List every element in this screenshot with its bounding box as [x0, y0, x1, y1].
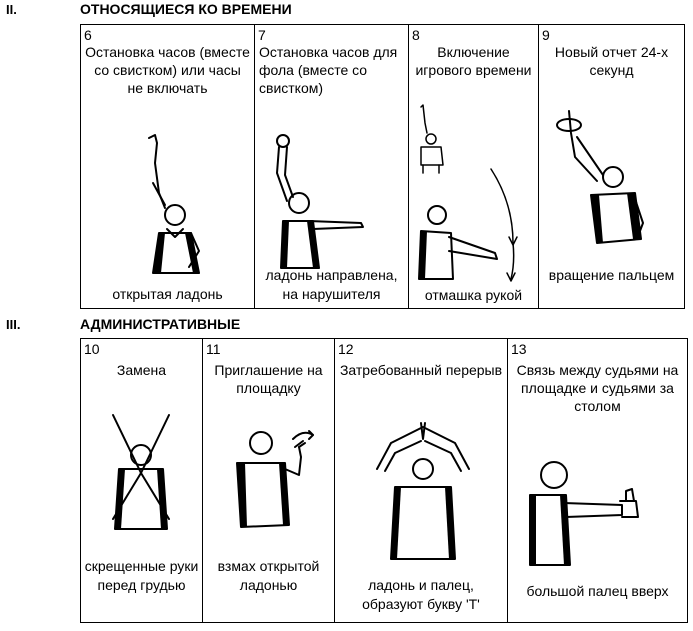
referee-foul-pointing-figure — [269, 133, 399, 283]
section-title: АДМИНИСТРАТИВНЫЕ — [80, 316, 241, 332]
signal-number: 13 — [511, 341, 527, 357]
signal-caption: ладонь направлена, на нарушителя — [265, 267, 398, 302]
signal-caption: большой палец вверх — [526, 583, 669, 599]
timing-signals-table — [80, 24, 685, 309]
signal-cell-7 — [254, 25, 408, 308]
signal-number: 12 — [338, 341, 354, 357]
signal-number: 8 — [412, 27, 420, 43]
signal-title: Затребованный перерыв — [339, 362, 503, 378]
referee-timeout-t-figure — [371, 419, 475, 569]
signal-number: 6 — [84, 27, 92, 43]
signal-number: 7 — [258, 27, 266, 43]
signal-title: Связь между судьями на площадке и судьями за столом — [516, 362, 679, 414]
referee-finger-rotation-figure — [551, 107, 671, 257]
referee-beckoning-figure — [223, 429, 323, 539]
signal-title: Приглашение на площадку — [214, 362, 323, 396]
signal-title: Новый отчет 24-х секунд — [554, 44, 669, 78]
signal-cell-12 — [334, 339, 507, 622]
signal-caption: открытая ладонь — [112, 286, 223, 302]
section-number: III. — [6, 317, 21, 332]
signal-title: Включение игрового времени — [415, 44, 532, 78]
signal-number: 10 — [84, 341, 100, 357]
referee-start-clock-figure — [413, 103, 537, 283]
signal-cell-13 — [507, 339, 687, 622]
signal-title: Остановка часов (вместе со свистком) или часы не включать — [85, 44, 250, 96]
signal-caption: ладонь и палец, образуют букву 'Т' — [362, 577, 480, 612]
signal-title: Замена — [116, 362, 167, 378]
section-title: ОТНОСЯЩИЕСЯ КО ВРЕМЕНИ — [80, 1, 292, 17]
signal-caption: отмашка рукой — [424, 287, 523, 303]
signal-cell-8 — [408, 25, 538, 308]
signal-caption: скрещенные руки перед грудью — [84, 558, 199, 593]
signal-caption: вращение пальцем — [548, 267, 675, 283]
referee-open-palm-figure — [129, 133, 219, 283]
administrative-signals-table — [80, 338, 688, 623]
signal-cell-11 — [202, 339, 334, 622]
referee-thumbs-up-figure — [526, 455, 648, 569]
referee-crossed-arms-figure — [99, 409, 183, 549]
signal-number: 11 — [206, 341, 221, 357]
signal-cell-10 — [81, 339, 202, 622]
section-number: II. — [6, 2, 17, 17]
signal-number: 9 — [542, 27, 550, 43]
signal-title: Остановка часов для фола (вместе со свистком) — [259, 44, 398, 96]
signal-caption: взмах открытой ладонью — [217, 558, 320, 593]
signal-cell-6 — [81, 25, 254, 308]
signal-cell-9 — [538, 25, 684, 308]
